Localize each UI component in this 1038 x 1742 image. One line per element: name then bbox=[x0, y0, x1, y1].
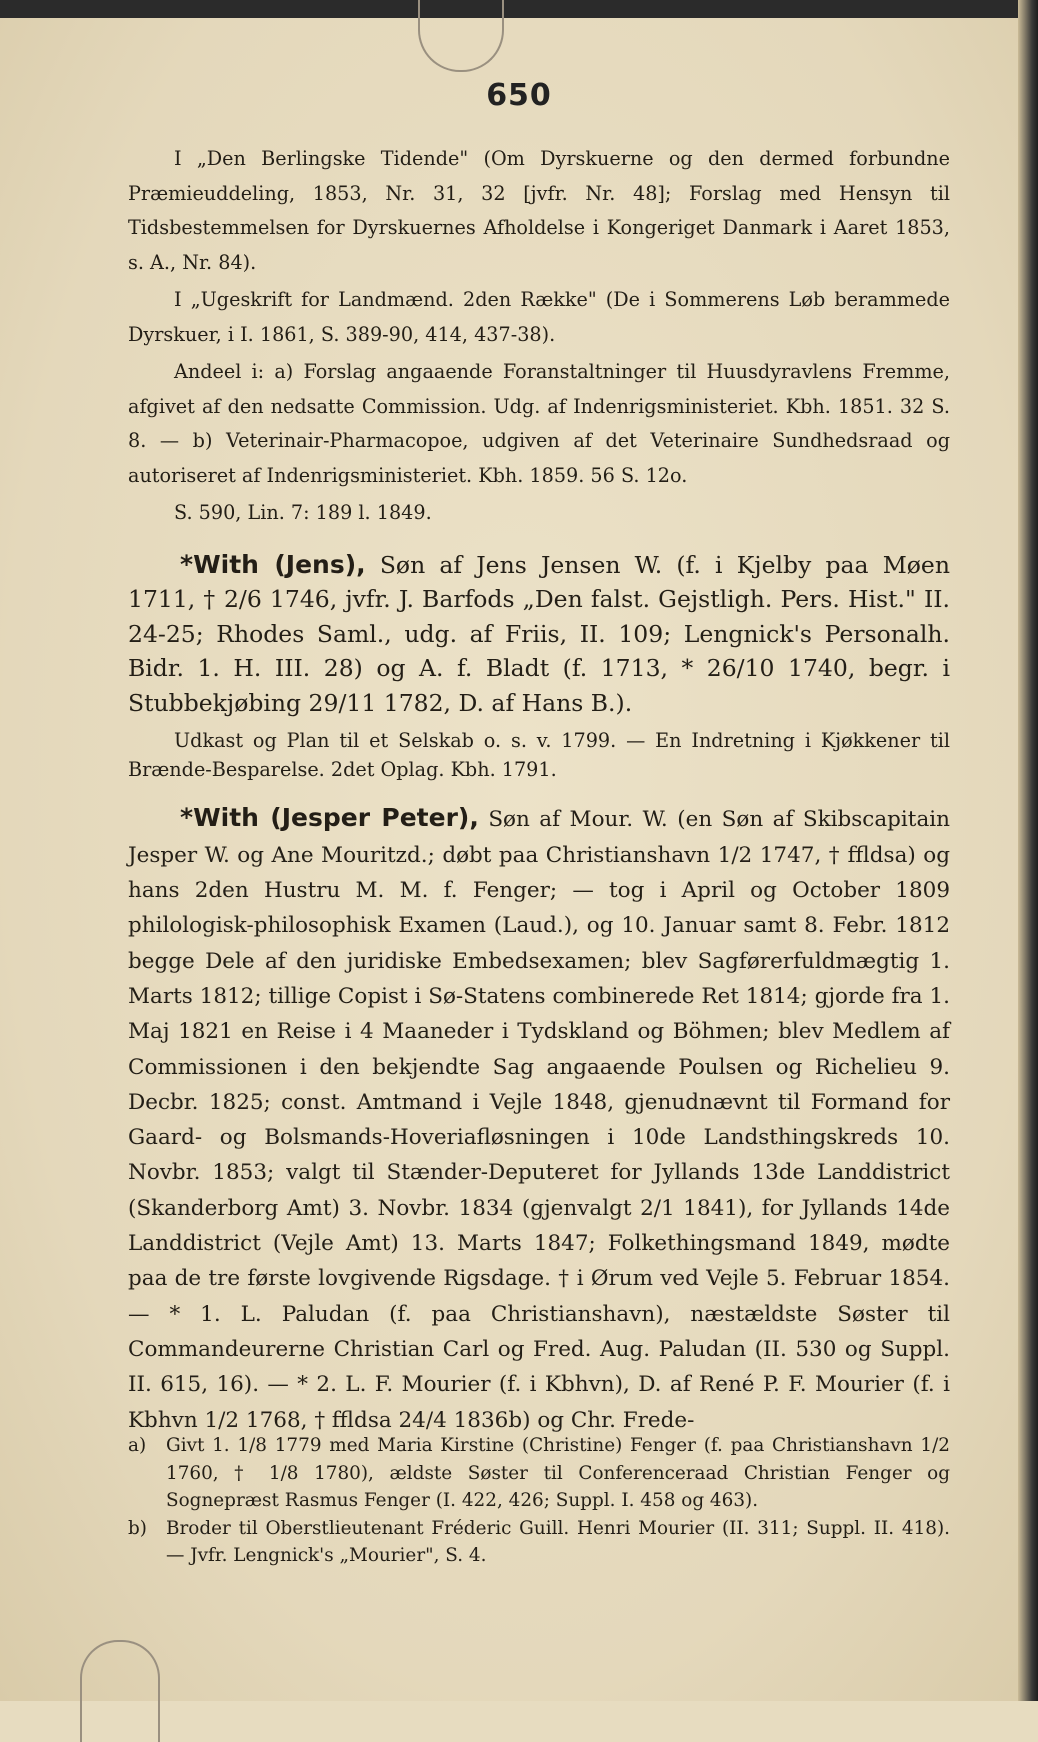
footnotes bbox=[128, 1432, 950, 1570]
entry-heading: *With (Jesper Peter), bbox=[180, 803, 479, 833]
paragraph: I „Den Berlingske Tidende" (Om Dyrskuerne og den dermed forbundne Præmieuddeling, 1853, Nr. 31, 32 [jvfr. Nr. 48]; Forslag med Hensyn til Tidsbestemmelsen for Dyrskuernes Afholdelse i Kongeriget Danmark i Aaret 1853, s. A., Nr. 84). bbox=[128, 147, 950, 274]
entry-works: Udkast og Plan til et Selskab o. s. v. 1799. — En Indretning i Kjøkkener til Brænde-Besparelse. 2det Oplag. Kbh. 1791. bbox=[128, 729, 950, 782]
paragraph: S. 590, Lin. 7: 189 l. 1849. bbox=[174, 501, 432, 524]
paragraph: I „Ugeskrift for Landmænd. 2den Række" (De i Sommerens Løb berammede Dyrskuer, i I. 1861, S. 389-90, 414, 437-38). bbox=[128, 288, 950, 346]
footnote bbox=[128, 1515, 950, 1570]
paragraph: Andeel i: a) Forslag angaaende Foranstaltninger til Huusdyravlens Fremme, afgivet af den nedsatte Commission. Udg. af Indenrigsministeriet. Kbh. 1851. 32 S. 8. — b) Veterinair-Pharmacopoe, udgiven af det Veterinaire Sundhedsraad og autoriseret af Indenrigsministeriet. Kbh. 1859. 56 S. 12o. bbox=[128, 360, 950, 487]
footnote-text: Broder til Oberstlieutenant Fréderic Guill. Henri Mourier (II. 311; Suppl. II. 418). — Jvfr. Lengnick's „Mourier", S. 4. bbox=[166, 1517, 950, 1566]
binding-ring-bottom bbox=[80, 1640, 160, 1742]
entry-heading: *With (Jens), bbox=[180, 549, 366, 579]
page-number: 650 bbox=[486, 78, 552, 113]
footnote bbox=[128, 1432, 950, 1515]
scan-right-edge bbox=[1018, 0, 1038, 1701]
scan-top-edge bbox=[0, 0, 1038, 18]
main-text bbox=[128, 142, 950, 1438]
footnote-label: a) bbox=[128, 1435, 147, 1456]
entry-with-jesper-peter bbox=[128, 800, 950, 1437]
entry-with-jens bbox=[128, 548, 950, 721]
footnote-text: Givt 1. 1/8 1779 med Maria Kirstine (Christine) Fenger (f. paa Christianshavn 1/2 1760, † 1/8 1780), ældste Søster til Conferenceraad Christian Fenger og Sognepræst Rasmus Fenger (I. 422, 426; Suppl. I. 458 og 463). bbox=[166, 1435, 950, 1511]
footnote-label: b) bbox=[128, 1517, 147, 1539]
binding-ring-top bbox=[418, 0, 504, 72]
entry-body: Søn af Jens Jensen W. (f. i Kjelby paa Møen 1711, † 2/6 1746, jvfr. J. Barfods „Den falst. Gejstligh. Pers. Hist." II. 24-25; Rhodes Saml., udg. af Friis, II. 109; Lengnick's Personalh. Bidr. 1. H. III. 28) og A. f. Bladt (f. 1713, * 26/10 1740, begr. i Stubbekjøbing 29/11 1782, D. af Hans B.). bbox=[128, 550, 950, 717]
entry-body: Søn af Mour. W. (en Søn af Skibscapitain Jesper W. og Ane Mouritzd.; døbt paa Christianshavn 1/2 1747, † ffldsa) og hans 2den Hustru M. M. f. Fenger; — tog i April og October 1809 philologisk-philosophisk Examen (Laud.), og 10. Januar samt 8. Febr. 1812 begge Dele af den juridiske Embedsexamen; blev Sagførerfuldmægtig 1. Marts 1812; tillige Copist i Sø-Statens combinerede Ret 1814; gjorde fra 1. Maj 1821 en Reise i 4 Maaneder i Tydskland og Böhmen; blev Medlem af Commissionen i den bekjendte Sag angaaende Poulsen og Richelieu 9. Decbr. 1825; const. Amtmand i Vejle 1848, gjenudnævnt til Formand for Gaard- og Bolsmands-Hoveriafløsningen i 10de Landsthingskreds 10. Novbr. 1853; valgt til Stænder-Deputeret for Jyllands 13de Landdistrict (Skanderborg Amt) 3. Novbr. 1834 (gjenvalgt 2/1 1841), for Jyllands 14de Landdistrict (Vejle Amt) 13. Marts 1847; Folkethingsmand 1849, mødte paa de tre første lovgivende Rigsdage. † i Ørum ved Vejle 5. Februar 1854. — * 1. L. Paludan (f. paa Christianshavn), næstældste Søster til Commandeurerne Christian Carl og Fred. Aug. Paludan (II. 530 og Suppl. II. 615, 16). — * 2. L. F. Mourier (f. i Kbhvn), D. af René P. F. Mourier (f. i Kbhvn 1/2 1768, † ffldsa 24/4 1836b) og Chr. Frede- bbox=[128, 807, 950, 1433]
